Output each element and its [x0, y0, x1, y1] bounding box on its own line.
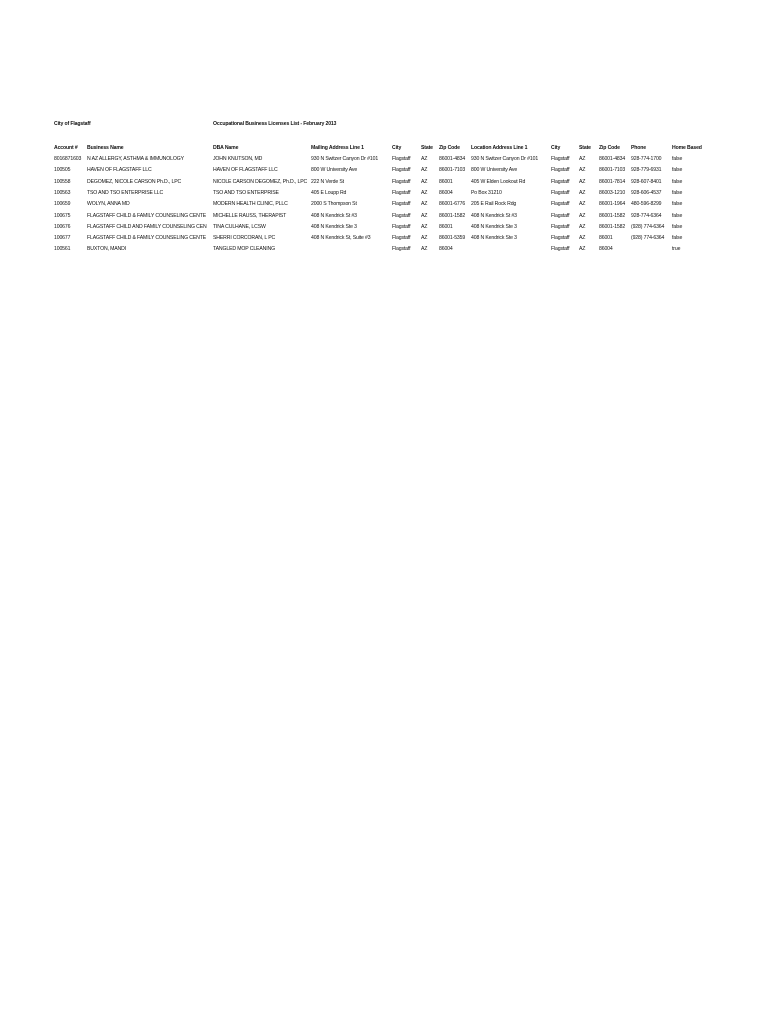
cell-location-zip: 86001-1582 — [599, 212, 626, 219]
cell-dba-name: MICHELLE RAUSS, THERAPIST — [213, 212, 287, 219]
cell-mailing-state: AZ — [421, 201, 428, 208]
table-row — [0, 178, 770, 189]
cell-account: 100558 — [54, 178, 71, 185]
cell-location-zip: 86001 — [599, 235, 613, 242]
table-row — [0, 155, 770, 166]
column-header-location-city: City — [551, 145, 561, 151]
cell-location-city: Flagstaff — [551, 178, 570, 185]
cell-location-city: Flagstaff — [551, 156, 570, 162]
cell-business-name: DEGOMEZ, NICOLE CARSON Ph.D., LPC — [87, 178, 182, 185]
cell-mailing-zip: 86001-1582 — [439, 212, 466, 219]
cell-mailing-city: Flagstaff — [392, 223, 411, 230]
cell-phone: 928-779-6931 — [631, 167, 662, 174]
cell-business-name: N AZ ALLERGY, ASTHMA & IMMUNOLOGY — [87, 156, 184, 162]
cell-mailing-zip: 86001 — [439, 178, 453, 185]
cell-account: 100563 — [54, 189, 71, 196]
cell-mailing-address: 800 W University Ave — [311, 167, 358, 174]
cell-location-city: Flagstaff — [551, 235, 570, 242]
cell-mailing-state: AZ — [421, 212, 428, 219]
cell-mailing-zip: 86001-7103 — [439, 167, 466, 174]
cell-business-name: BUXTON, MANDI — [87, 246, 126, 253]
cell-location-city: Flagstaff — [551, 201, 570, 208]
cell-home-based: false — [672, 223, 683, 230]
cell-location-zip: 86003-1210 — [599, 189, 626, 196]
cell-business-name: FLAGSTAFF CHILD AND FAMILY COUNSELING CEN — [87, 223, 207, 230]
cell-dba-name: TANGLED MOP CLEANING — [213, 246, 275, 253]
cell-location-address: 408 N Kendrick St #3 — [471, 212, 517, 219]
cell-mailing-state: AZ — [421, 189, 428, 196]
cell-mailing-address: 930 N Switzer Canyon Dr #101 — [311, 156, 379, 162]
cell-location-address: 205 E Rail Rock Rdg — [471, 201, 517, 208]
cell-mailing-address: 405 E Loupp Rd — [311, 189, 347, 196]
cell-location-zip: 86004 — [599, 246, 613, 253]
column-header-location-address: Location Address Line 1 — [471, 145, 528, 151]
cell-mailing-city: Flagstaff — [392, 189, 411, 196]
cell-location-address: 930 N Switzer Canyon Dr #101 — [471, 156, 539, 162]
cell-dba-name: TINA CULHANE, LCSW — [213, 223, 266, 230]
table-row — [0, 189, 770, 200]
cell-mailing-address: 408 N Kendrick Ste 3 — [311, 223, 357, 230]
cell-mailing-city: Flagstaff — [392, 178, 411, 185]
cell-dba-name: HAVEN OF FLAGSTAFF LLC — [213, 167, 278, 174]
cell-phone: 480-596-8299 — [631, 201, 662, 208]
cell-location-city: Flagstaff — [551, 189, 570, 196]
cell-account: 8016871603 — [54, 156, 82, 162]
cell-location-state: AZ — [579, 201, 586, 208]
cell-business-name: TSO AND TSO ENTERPRISE LLC — [87, 189, 164, 196]
cell-location-state: AZ — [579, 167, 586, 174]
cell-home-based: false — [672, 235, 683, 242]
cell-mailing-city: Flagstaff — [392, 235, 411, 242]
cell-location-state: AZ — [579, 223, 586, 230]
cell-account: 100675 — [54, 212, 71, 219]
cell-mailing-city: Flagstaff — [392, 167, 411, 174]
cell-home-based: false — [672, 178, 683, 185]
cell-location-city: Flagstaff — [551, 223, 570, 230]
cell-location-state: AZ — [579, 212, 586, 219]
column-header-mailing-city: City — [392, 145, 402, 151]
cell-location-state: AZ — [579, 189, 586, 196]
cell-mailing-state: AZ — [421, 246, 428, 253]
cell-mailing-state: AZ — [421, 235, 428, 242]
cell-mailing-city: Flagstaff — [392, 246, 411, 253]
cell-mailing-address: 408 N Kendrick St, Suite #3 — [311, 235, 371, 242]
cell-phone: (928) 774-6364 — [631, 235, 665, 242]
cell-location-zip: 86001-4834 — [599, 156, 626, 162]
cell-home-based: false — [672, 201, 683, 208]
cell-mailing-state: AZ — [421, 156, 428, 162]
cell-location-address: 800 W University Ave — [471, 167, 518, 174]
column-header-location-state: State — [579, 145, 591, 151]
cell-location-address: 408 N Kendrick Ste 3 — [471, 235, 517, 242]
cell-account: 100561 — [54, 246, 71, 253]
column-header-account: Account # — [54, 145, 78, 151]
column-header-location-zip: Zip Code — [599, 145, 620, 151]
cell-account: 100659 — [54, 201, 71, 208]
cell-business-name: HAVEN OF FLAGSTAFF LLC — [87, 167, 152, 174]
cell-dba-name: NICOLE CARSON DEGOMEZ, Ph.D., LPC — [213, 178, 308, 185]
cell-phone: 928-774-6364 — [631, 212, 662, 219]
column-header-dba-name: DBA Name — [213, 145, 239, 151]
cell-location-zip: 86001-1964 — [599, 201, 626, 208]
column-header-phone: Phone — [631, 145, 647, 151]
cell-mailing-state: AZ — [421, 178, 428, 185]
cell-phone: (928) 774-6364 — [631, 223, 665, 230]
spreadsheet-page — [0, 0, 770, 300]
cell-phone: 928-606-4537 — [631, 189, 662, 196]
cell-location-city: Flagstaff — [551, 246, 570, 253]
cell-location-state: AZ — [579, 156, 586, 162]
cell-home-based: true — [672, 246, 681, 253]
cell-location-zip: 86001-1582 — [599, 223, 626, 230]
table-row — [0, 166, 770, 177]
cell-home-based: false — [672, 167, 683, 174]
cell-business-name: FLAGSTAFF CHILD & FAMILY COUNSELING CENTE — [87, 212, 207, 219]
cell-location-zip: 86001-7103 — [599, 167, 626, 174]
cell-location-state: AZ — [579, 178, 586, 185]
cell-dba-name: TSO AND TSO ENTERPRISE — [213, 189, 279, 196]
cell-mailing-state: AZ — [421, 223, 428, 230]
cell-phone: 928-607-8401 — [631, 178, 662, 185]
column-header-home-based: Home Based — [672, 145, 702, 151]
cell-location-city: Flagstaff — [551, 167, 570, 174]
cell-dba-name: JOHN KNUTSON, MD — [213, 156, 263, 162]
cell-location-address: 405 W Elden Lookout Rd — [471, 178, 526, 185]
header-row — [0, 144, 770, 155]
cell-location-city: Flagstaff — [551, 212, 570, 219]
cell-business-name: WOLYN, ANNA MD — [87, 201, 130, 208]
cell-phone: 928-774-1700 — [631, 156, 662, 162]
cell-mailing-zip: 86004 — [439, 246, 453, 253]
table-row — [0, 212, 770, 223]
cell-mailing-address: 2000 S Thompson St — [311, 201, 357, 208]
table-row — [0, 234, 770, 245]
cell-home-based: false — [672, 189, 683, 196]
sheet-title: City of Flagstaff — [54, 121, 91, 127]
cell-home-based: false — [672, 212, 683, 219]
column-header-business-name: Business Name — [87, 145, 124, 151]
column-header-mailing-zip: Zip Code — [439, 145, 460, 151]
cell-account: 100676 — [54, 223, 71, 230]
column-header-mailing-address: Mailing Address Line 1 — [311, 145, 364, 151]
cell-mailing-zip: 86004 — [439, 189, 453, 196]
cell-account: 100505 — [54, 167, 71, 174]
cell-mailing-address: 408 N Kendrick St #3 — [311, 212, 357, 219]
cell-mailing-zip: 86001-6776 — [439, 201, 466, 208]
table-row — [0, 223, 770, 234]
cell-mailing-city: Flagstaff — [392, 201, 411, 208]
cell-mailing-state: AZ — [421, 167, 428, 174]
cell-location-state: AZ — [579, 235, 586, 242]
cell-mailing-city: Flagstaff — [392, 212, 411, 219]
cell-mailing-address: 222 N Verde St — [311, 178, 344, 185]
cell-dba-name: SHERRI CORCORAN, L PC — [213, 235, 276, 242]
cell-mailing-zip: 86001-5359 — [439, 235, 466, 242]
table-row — [0, 245, 770, 256]
cell-location-address: 408 N Kendrick Ste 3 — [471, 223, 517, 230]
cell-account: 100677 — [54, 235, 71, 242]
cell-mailing-zip: 86001 — [439, 223, 453, 230]
cell-business-name: FLAGSTAFF CHILD & FAMILY COUNSELING CENTE — [87, 235, 207, 242]
cell-location-state: AZ — [579, 246, 586, 253]
table-row — [0, 200, 770, 211]
cell-home-based: false — [672, 156, 683, 162]
sheet-subtitle: Occupational Business Licenses List - February 2013 — [213, 121, 337, 127]
cell-location-address: Po Box 31210 — [471, 189, 502, 196]
column-header-mailing-state: State — [421, 145, 433, 151]
cell-location-zip: 86001-7814 — [599, 178, 626, 185]
cell-mailing-city: Flagstaff — [392, 156, 411, 162]
cell-mailing-zip: 86001-4834 — [439, 156, 466, 162]
cell-dba-name: MODERN HEALTH CLINIC, PLLC — [213, 201, 288, 208]
